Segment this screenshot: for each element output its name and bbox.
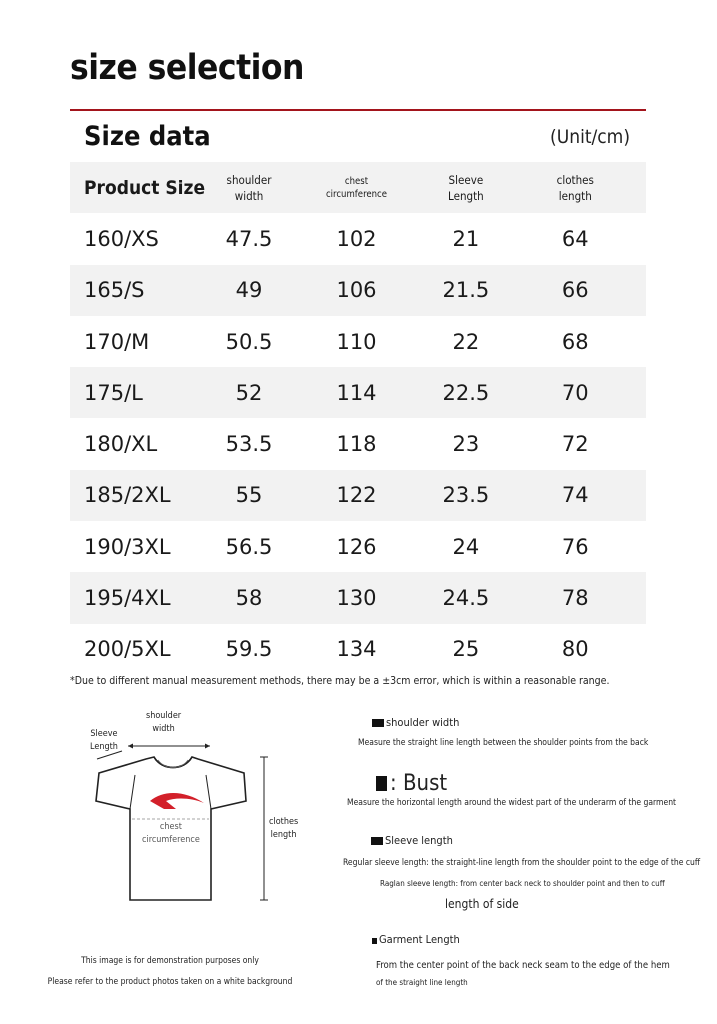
size-cell: 180/XL (84, 432, 158, 457)
measurement-disclaimer: *Due to different manual measurement methods, there may be a ±3cm error, which is within a reasonable range. (70, 675, 610, 687)
sleeve-cell: 21 (452, 226, 480, 251)
chest-cell: 126 (336, 534, 377, 559)
length-cell: 66 (561, 278, 589, 303)
shoulder-cell: 55 (235, 483, 263, 508)
garment-length-heading (372, 933, 460, 946)
chest-cell: 102 (336, 226, 377, 251)
chest-cell: 114 (336, 380, 377, 405)
length-cell: 76 (561, 534, 589, 559)
label-line: shoulder (146, 711, 182, 721)
sleeve-cell: 25 (452, 637, 480, 662)
length-cell: 64 (561, 226, 589, 251)
header-line: Length (448, 188, 484, 203)
header-line: clothes (556, 172, 594, 187)
raglan-sleeve-desc: Raglan sleeve length: from center back neck to shoulder point and then to cuff (380, 879, 665, 888)
table-row (70, 624, 646, 675)
marker-icon (372, 719, 384, 727)
label-line: circumference (142, 835, 200, 845)
marker-icon (372, 938, 377, 944)
size-data-heading: Size data (84, 121, 211, 152)
label-line: length (270, 830, 297, 840)
size-cell: 190/3XL (84, 534, 171, 559)
size-cell: 200/5XL (84, 637, 171, 662)
size-cell: 175/L (84, 380, 143, 405)
unit-label: (Unit/cm) (550, 126, 630, 148)
chest-cell: 110 (336, 329, 377, 354)
sleeve-cell: 21.5 (442, 278, 490, 303)
sleeve-cell: 23 (452, 432, 480, 457)
length-cell: 72 (561, 432, 589, 457)
sleeve-cell: 22 (452, 329, 480, 354)
size-cell: 170/M (84, 329, 150, 354)
garment-length-desc-1: From the center point of the back neck seam to the edge of the hem (376, 960, 670, 971)
label-line: clothes (269, 817, 299, 827)
garment-length-desc-2: of the straight line length (376, 978, 468, 987)
size-table (70, 162, 646, 675)
clothes-length-label (269, 816, 298, 842)
header-line: chest (344, 175, 369, 187)
photo-reference-note: Please refer to the product photos taken on a white background (47, 977, 293, 987)
header-line: length (558, 188, 592, 203)
bust-heading (376, 771, 447, 796)
table-row (70, 418, 646, 469)
chest-cell: 106 (336, 278, 377, 303)
header-chest-circumference (286, 175, 427, 201)
header-line: Sleeve (448, 172, 484, 187)
marker-icon (376, 776, 387, 791)
shoulder-width-desc: Measure the straight line length between the shoulder points from the back (358, 738, 649, 748)
chest-cell: 130 (336, 586, 377, 611)
table-row (70, 265, 646, 316)
table-row (70, 572, 646, 623)
label-line: Sleeve (90, 729, 118, 739)
shoulder-cell: 52 (235, 380, 263, 405)
shoulder-cell: 53.5 (225, 432, 273, 457)
sleeve-cell: 22.5 (442, 380, 490, 405)
header-clothes-length (505, 172, 646, 204)
shoulder-width-heading (372, 716, 459, 729)
table-row (70, 470, 646, 521)
header-line: width (234, 188, 264, 203)
length-cell: 74 (561, 483, 589, 508)
table-header (70, 162, 646, 213)
label-line: Length (90, 742, 118, 752)
shoulder-cell: 58 (235, 586, 263, 611)
tshirt-diagram (80, 705, 320, 915)
length-cell: 70 (561, 380, 589, 405)
header-product-size: Product Size (84, 176, 206, 199)
chest-cell: 118 (336, 432, 377, 457)
sleeve-length-label (90, 728, 118, 754)
chest-cell: 134 (336, 637, 377, 662)
shoulder-cell: 59.5 (225, 637, 273, 662)
sleeve-length-heading (371, 834, 453, 847)
size-cell: 165/S (84, 278, 145, 303)
chest-circumference-label (142, 821, 200, 847)
shoulder-cell: 49 (235, 278, 263, 303)
label-line: chest (159, 822, 182, 832)
header-line: circumference (325, 188, 388, 200)
length-cell: 80 (561, 637, 589, 662)
sleeve-cell: 24.5 (442, 586, 490, 611)
regular-sleeve-desc: Regular sleeve length: the straight-line length from the shoulder point to the edge of the cuff (343, 858, 701, 868)
size-cell: 195/4XL (84, 586, 171, 611)
table-row (70, 367, 646, 418)
sleeve-cell: 23.5 (442, 483, 490, 508)
heading-text: Sleeve length (385, 834, 453, 847)
table-row (70, 521, 646, 572)
chest-cell: 122 (336, 483, 377, 508)
header-line: shoulder (226, 172, 272, 187)
table-row (70, 316, 646, 367)
size-cell: 160/XS (84, 226, 159, 251)
bust-desc: Measure the horizontal length around the widest part of the underarm of the garment (347, 798, 677, 808)
page-title: size selection (70, 48, 304, 88)
shoulder-width-label (146, 710, 181, 736)
length-cell: 78 (561, 586, 589, 611)
table-row (70, 213, 646, 264)
label-line: width (152, 724, 175, 734)
size-cell: 185/2XL (84, 483, 171, 508)
header-sleeve-length (427, 172, 504, 204)
shoulder-cell: 56.5 (225, 534, 273, 559)
length-cell: 68 (561, 329, 589, 354)
sleeve-cell: 24 (452, 534, 480, 559)
header-shoulder-width (212, 172, 286, 204)
length-of-side: length of side (445, 897, 519, 911)
shoulder-cell: 50.5 (225, 329, 273, 354)
shoulder-cell: 47.5 (225, 226, 273, 251)
demo-note: This image is for demonstration purposes only (81, 956, 259, 966)
marker-icon (371, 837, 383, 845)
title-divider (70, 109, 646, 111)
heading-text: shoulder width (386, 716, 460, 729)
heading-text: : Bust (390, 771, 448, 796)
heading-text: Garment Length (379, 933, 460, 946)
